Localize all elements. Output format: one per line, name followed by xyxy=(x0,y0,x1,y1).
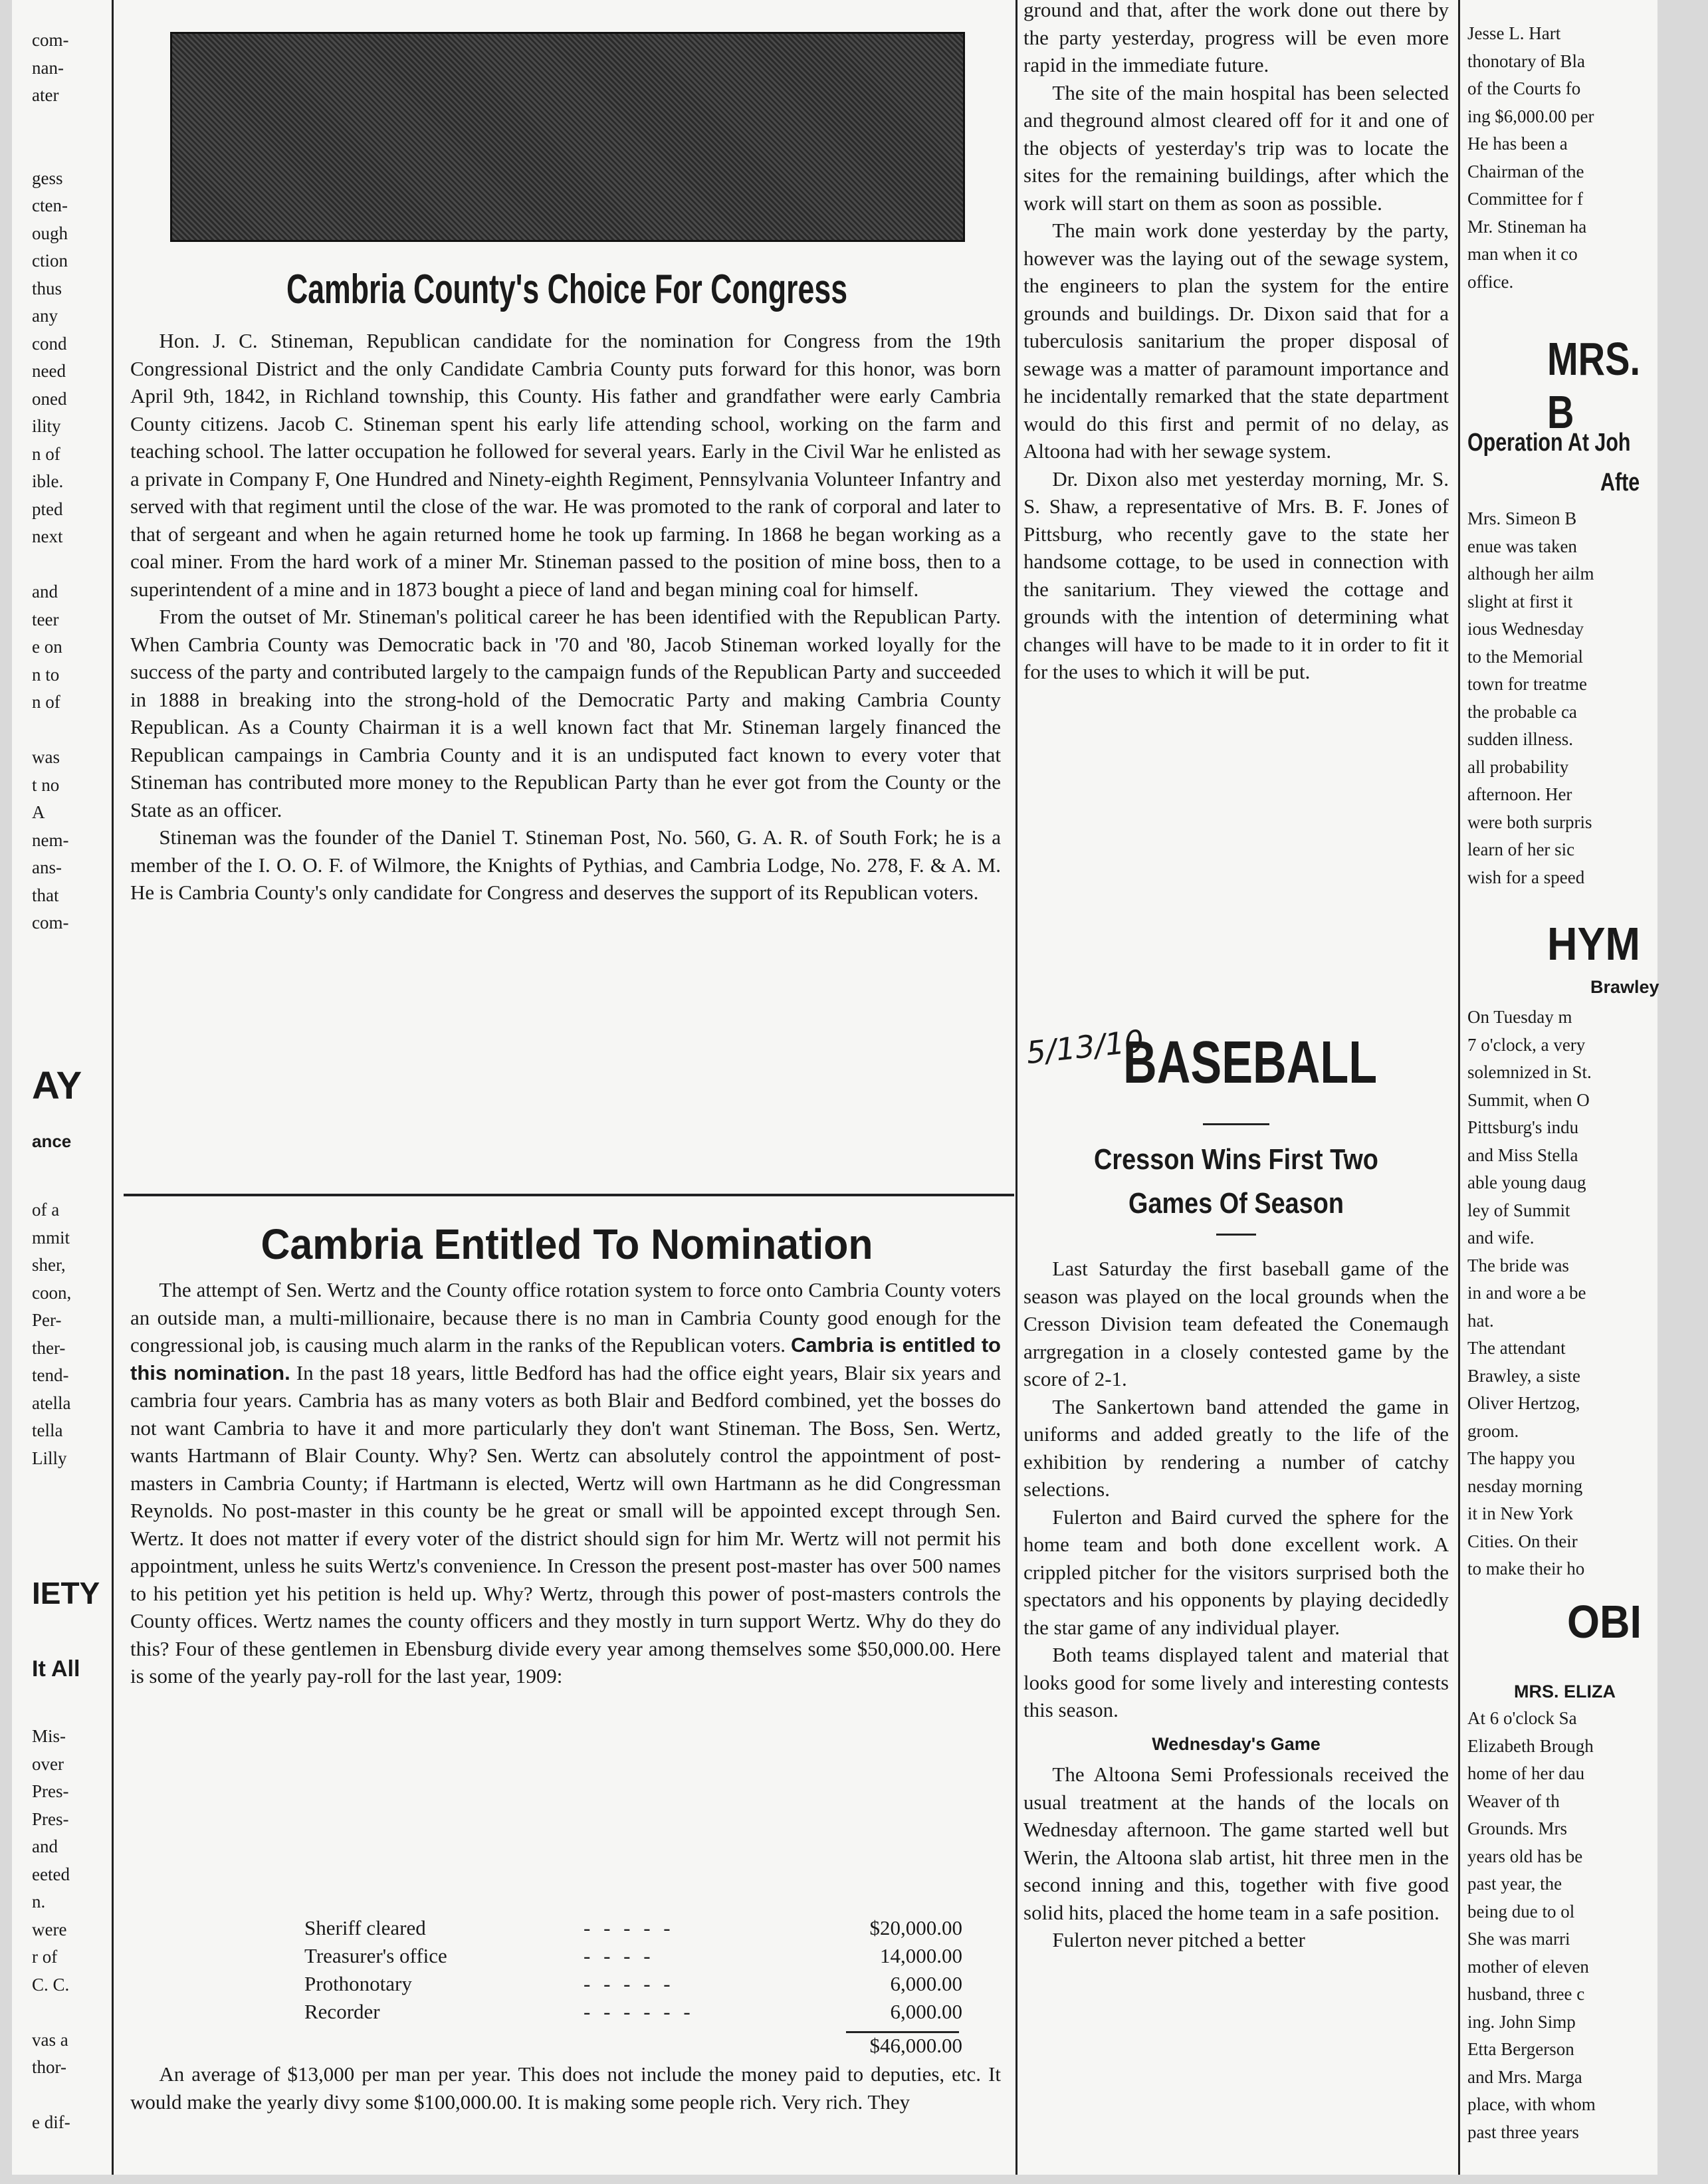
right-sub-mrs-eliza: MRS. ELIZA xyxy=(1514,1682,1616,1701)
right-column-line: man when it co xyxy=(1467,244,1578,264)
left-edge-line: cten- xyxy=(32,195,68,215)
article2-title: Cambria Entitled To Nomination xyxy=(261,1220,873,1268)
article1-paragraph: Stineman was the founder of the Daniel T. Stineman Post, No. 560, G. A. R. of South Fork; he is a member of the I. O. O. F. of Wilmore, the Knights of Pythias, and Cambria Lodge, No. 278, F. & A. M. He is Cambria County's only candidate for Congress and deserves the support of its Republican voters. xyxy=(130,825,1001,904)
left-edge-line: ther- xyxy=(32,1337,66,1358)
left-edge-line xyxy=(32,1999,70,2026)
payroll-leader-dots: - - - - xyxy=(584,1944,655,1967)
left-edge-line: e dif- xyxy=(32,2112,70,2132)
right-column-line: place, with whom xyxy=(1467,2094,1596,2114)
right-column-line: to the Memorial xyxy=(1467,646,1583,667)
article1-body xyxy=(130,327,1001,907)
left-edge-line: tend- xyxy=(32,1365,69,1385)
left-edge-line: atella xyxy=(32,1392,71,1413)
right-column-line: Mr. Stineman ha xyxy=(1467,216,1587,237)
payroll-label: Recorder xyxy=(304,2000,380,2023)
right-column-line: The happy you xyxy=(1467,1448,1575,1468)
payroll-sum-rule xyxy=(846,2031,959,2033)
left-edge-line: that xyxy=(32,885,59,905)
right-column-line: The bride was xyxy=(1467,1255,1569,1275)
payroll-leader-dots: - - - - - xyxy=(584,1916,675,1939)
right-column-line: sudden illness. xyxy=(1467,729,1573,749)
left-edge-line: com- xyxy=(32,30,69,50)
right-column-line: solemnized in St. xyxy=(1467,1062,1592,1082)
right-heading-operation: Operation At Joh xyxy=(1467,429,1631,457)
right-column-line: On Tuesday m xyxy=(1467,1007,1572,1027)
right-column-line: 7 o'clock, a very xyxy=(1467,1034,1586,1055)
right-lines-a xyxy=(1467,20,1594,296)
baseball-sub-rule xyxy=(1216,1234,1256,1236)
right-column-line: thonotary of Bla xyxy=(1467,51,1585,71)
left-edge-line: ough xyxy=(32,223,68,243)
right-column-line: wish for a speed xyxy=(1467,867,1585,887)
right-column-line: of the Courts fo xyxy=(1467,78,1581,98)
right-column-line: Mrs. Simeon B xyxy=(1467,508,1577,528)
payroll-row xyxy=(304,1970,962,1998)
right-column-line: ley of Summit xyxy=(1467,1200,1570,1220)
left-edge-line: Pres- xyxy=(32,1808,69,1829)
left-edge-line: oned xyxy=(32,388,67,409)
right-column-line: past year, the xyxy=(1467,1874,1562,1894)
left-edge-line: mmit xyxy=(32,1227,70,1248)
column-rule-middle xyxy=(1015,0,1017,2175)
right-column-line: Chairman of the xyxy=(1467,161,1584,181)
right-column-line: home of her dau xyxy=(1467,1763,1585,1783)
payroll-leader-dots: - - - - - - xyxy=(584,2000,694,2023)
left-edge-line: Lilly xyxy=(32,1448,67,1468)
middle-paragraph: Dr. Dixon also met yesterday morning, Mr. S. S. Shaw, a representative of Mrs. B. F. Jones of Pittsburg, who recently gave to the state her handsome cottage, to be used in connection with the sanitarium. They viewed the cottage and grounds with the intention of determining what changes will have to be made to it in order to fit it for the uses to which it will be put. xyxy=(1023,467,1449,683)
article2-body xyxy=(130,1276,1001,1690)
payroll-label: Prothonotary xyxy=(304,1972,412,1995)
left-edge-line: next xyxy=(32,526,63,546)
middle-paragraph: The main work done yesterday by the party, however was the laying out of the sewage system, the engineers to plan the system for the entire grounds and buildings. Dr. Dixon said that for a tuberculosis sanitarium the proper disposal of sewage was a matter of paramount importance and he incidentally remarked that the state department would do this first and permit of no delay, as Altoona had with her sewage system. xyxy=(1023,219,1449,463)
left-edge-lines-c xyxy=(32,1723,70,2137)
right-column-line: Grounds. Mrs xyxy=(1467,1818,1568,1838)
right-column-line: learn of her sic xyxy=(1467,839,1575,859)
baseball-paragraph: Last Saturday the first baseball game of the season was played on the local grounds when the Cresson Division team defeated the Conemaugh arrgregation in a closely contested game by the score of 2-1. xyxy=(1023,1257,1449,1390)
right-column-line: past three years xyxy=(1467,2122,1579,2142)
left-edge-line: n of xyxy=(32,443,60,464)
left-edge-line: Pres- xyxy=(32,1781,69,1801)
payroll-amount: 6,000.00 xyxy=(890,1972,962,1995)
left-edge-line: ans- xyxy=(32,857,62,877)
article2-bold-statement: Cambria is entitled to this nomination. xyxy=(130,1333,1001,1384)
right-column-line: Weaver of th xyxy=(1467,1791,1560,1811)
left-edge-line: r of xyxy=(32,1947,58,1967)
right-column-line: to make their ho xyxy=(1467,1559,1585,1579)
payroll-leader-dots: - - - - - xyxy=(584,1972,675,1995)
left-edge-line: ible. xyxy=(32,471,64,491)
payroll-amount: 6,000.00 xyxy=(890,2000,962,2023)
left-edge-line: teer xyxy=(32,609,59,629)
left-edge-line: any xyxy=(32,306,58,326)
left-edge-line: and xyxy=(32,582,58,601)
left-edge-line xyxy=(32,551,106,579)
left-edge-line: C. C. xyxy=(32,1974,70,1995)
baseball-subtitle: Cresson Wins First Two Games Of Season xyxy=(1094,1143,1378,1220)
column-rule-right xyxy=(1458,0,1460,2175)
left-edge-line: Mis- xyxy=(32,1726,66,1746)
right-heading-mrs: MRS. B xyxy=(1547,333,1640,438)
right-column-line: afternoon. Her xyxy=(1467,784,1572,804)
right-column-line: The attendant xyxy=(1467,1338,1566,1358)
baseball-title: BASEBALL xyxy=(1123,1030,1378,1096)
article2-closing-text: An average of $13,000 per man per year. This does not include the money paid to deputies, etc. It would make the yearly divy some $100,000.00. It is making some people rich. Very rich. They xyxy=(130,2062,1001,2114)
left-edge-line: ility xyxy=(32,416,61,436)
right-column-line: were both surpris xyxy=(1467,812,1592,832)
right-column-line: Summit, when O xyxy=(1467,1089,1590,1110)
newspaper-clipping xyxy=(12,0,1657,2175)
left-edge-line: and xyxy=(32,1836,58,1856)
left-edge-line: Per- xyxy=(32,1310,62,1330)
left-edge-line: eeted xyxy=(32,1864,70,1884)
left-edge-line: need xyxy=(32,361,66,381)
right-heading-hym: HYM xyxy=(1547,918,1641,970)
middle-paragraph: The site of the main hospital has been selected and theground almost cleared off for it and one of the objects of yesterday's trip was to locate the sites for the remaining buildings, after which the work will start on them as soon as possible. xyxy=(1023,80,1449,215)
right-column-line: At 6 o'clock Sa xyxy=(1467,1708,1577,1728)
article1-paragraph: From the outset of Mr. Stineman's political career he has been identified with the Republican Party. When Cambria County was Democratic back in '70 and '80, Jacob Stineman worked loyally for the success of the party and contributed largely to the campaign funds of the Republican Party and succeeded in 1888 in breaking into the strong-hold of the Democratic Party and making Cambria County Republican. As a County Chairman it is a well known fact that Mr. Stineman largely financed the Republican campaings in Cambria County and it is an undisputed fact known to every voter that Stineman has contributed more money to the Republican Party than he ever got from the County or the State as an officer. xyxy=(130,605,1001,821)
right-column xyxy=(1467,0,1667,2175)
right-sub-brawley: Brawley xyxy=(1590,977,1659,997)
right-column-line: slight at first it xyxy=(1467,591,1573,611)
article2-text-after: In the past 18 years, little Bedford has had the office eight years, Blair six years and cambria four years. Cambria has as many voters as both Blair and Bedford combined, yet the bosses do not want Cambria to have it and more particularly they don't want Stineman. The Boss, Sen. Wertz, wants Hartmann of Blair County. Why? Sen. Wertz can absolutely control the appointment of post-masters in Cambria County; if Hartmann is elected, Wertz will own Hartmann as he did Congressman Reynolds. No post-master in this county be he great or small will be appointed except through Sen. Wertz. It does not matter if every voter of the district should sign for him Mr. Wertz will not permit his appointment, unless he suits Wertz's convenience. In Cresson the present post-master has over 500 names to his petition yet his petition is held up. Why? Wertz, through this power of post-masters controls the County offices. Wertz names the county officers and they mostly in turn support Wertz. Why do they do this? Four of these gentlemen in Ebensburg divide every year among themselves some $50,000.00. Here is some of the yearly pay-roll for the last year, 1909: xyxy=(130,1361,1001,1688)
left-edge-line: A xyxy=(32,802,45,822)
right-column-line: town for treatme xyxy=(1467,674,1587,694)
right-column-line: although her ailm xyxy=(1467,564,1594,584)
left-edge-line: ater xyxy=(32,85,59,105)
right-column-line: hat. xyxy=(1467,1310,1494,1331)
article2-closing xyxy=(130,2060,1001,2116)
article1-paragraph: Hon. J. C. Stineman, Republican candidate for the nomination for Congress from the 19th Congressional District and the only Candidate Cambria County puts forward for this honor, was born April 9th, 1842, in Richland township, this County. His father and grandfather were early Cambria County citizens. Jacob C. Stineman spent his early life attending school, working on the farm and teaching school. The latter occupation he followed for several years. Early in the Civil War he enlisted as a private in Company F, One Hundred and Ninety-eighth Regiment, Pennsylvania Volunteer Infantry and served with that regiment until the close of the war. He was promoted to the rank of corporal and later to that of sergeant and when he again returned home he took up farming. In 1868 he began working as a coal miner. From the hard work of a miner Mr. Stineman passed to the position of mine boss, then to a superintendent of a mine and in 1873 bought a piece of land and began mining coal for himself. xyxy=(130,329,1001,601)
payroll-row xyxy=(304,1914,962,1942)
middle-continued-paragraph: ground and that, after the work done out there by the party yesterday, progress will be even more rapid in the immediate future. xyxy=(1023,0,1449,76)
left-edge-sub-it-all: It All xyxy=(32,1656,80,1682)
left-edge-lines-a xyxy=(32,27,106,937)
right-lines-c xyxy=(1467,1004,1592,1583)
left-edge-line: vas a xyxy=(32,2029,68,2050)
right-lines-b xyxy=(1467,505,1594,891)
article1-title: Cambria County's Choice For Congress xyxy=(286,267,848,312)
right-column-line: the probable ca xyxy=(1467,701,1577,722)
left-edge-line: n. xyxy=(32,1892,46,1911)
middle-body xyxy=(1023,0,1449,686)
wednesday-game-heading: Wednesday's Game xyxy=(1152,1733,1321,1754)
left-edge-line: tella xyxy=(32,1420,63,1440)
left-edge-line xyxy=(32,2082,70,2110)
left-edge-line xyxy=(32,716,106,744)
right-column-line: enue was taken xyxy=(1467,536,1577,556)
right-column-line: Brawley, a siste xyxy=(1467,1365,1580,1386)
payroll-label: Sheriff cleared xyxy=(304,1916,426,1939)
payroll-table xyxy=(304,1914,962,2047)
right-column-line: Jesse L. Hart xyxy=(1467,23,1561,43)
right-column-line: in and wore a be xyxy=(1467,1283,1586,1303)
left-edge-line: thor- xyxy=(32,2057,66,2077)
right-column-line: nesday morning xyxy=(1467,1475,1583,1496)
left-edge-sub-ance: ance xyxy=(32,1131,72,1151)
left-edge-line: sher, xyxy=(32,1255,66,1275)
right-column-line: He has been a xyxy=(1467,134,1568,154)
right-column-line: Elizabeth Brough xyxy=(1467,1735,1594,1756)
main-column xyxy=(118,0,1015,2175)
middle-last-line: Fulerton never pitched a better xyxy=(1052,1928,1305,1951)
left-edge-line: was xyxy=(32,747,60,767)
right-column-line: mother of eleven xyxy=(1467,1956,1589,1977)
baseball-paragraph: The Sankertown band attended the game in uniforms and added greatly to the life of the exhibition by rendering a number of catchy selections. xyxy=(1023,1394,1449,1501)
right-column-line: it in New York xyxy=(1467,1503,1574,1523)
right-column-line: and wife. xyxy=(1467,1228,1535,1248)
baseball-paragraph: Both teams displayed talent and material that looks good for some lively and interesting contests this season. xyxy=(1023,1643,1449,1721)
left-edge-line: were xyxy=(32,1919,67,1939)
right-column-line: and Miss Stella xyxy=(1467,1145,1578,1165)
left-edge-line: n of xyxy=(32,692,60,712)
left-edge-heading-ay: AY xyxy=(32,1064,82,1107)
right-column-line: and Mrs. Marga xyxy=(1467,2066,1582,2087)
left-edge-line: nan- xyxy=(32,57,64,78)
right-column-line: Pittsburg's indu xyxy=(1467,1117,1579,1137)
handwritten-date: 5/13/10 xyxy=(1024,1022,1146,1071)
right-column-line: years old has be xyxy=(1467,1846,1583,1866)
payroll-amount: 14,000.00 xyxy=(880,1944,962,1967)
right-column-line: office. xyxy=(1467,271,1514,292)
payroll-total: $46,000.00 xyxy=(869,2034,962,2057)
right-column-line: husband, three c xyxy=(1467,1984,1585,2004)
left-edge-line: cond xyxy=(32,333,67,354)
left-edge-line: t no xyxy=(32,774,60,795)
wednesday-paragraph: The Altoona Semi Professionals received the usual treatment at the hands of the locals on Wednesday afternoon. The game started well but Werin, the Altoona slab artist, hit three men in the second inning and this, together with five good solid hits, placed the home team in a safe position. xyxy=(1023,1763,1449,1924)
left-edge-line: pted xyxy=(32,498,63,519)
right-heading-obi: OBI xyxy=(1567,1596,1642,1648)
right-column-line: Oliver Hertzog, xyxy=(1467,1393,1580,1413)
left-edge-line: nem- xyxy=(32,829,69,850)
left-edge-line: over xyxy=(32,1753,64,1774)
middle-column xyxy=(1023,0,1454,2175)
left-edge-line xyxy=(32,137,106,165)
left-edge-lines-b xyxy=(32,1196,71,1472)
right-column-line: all probability xyxy=(1467,756,1569,777)
left-edge-line: com- xyxy=(32,913,69,932)
right-column-line: ing $6,000.00 per xyxy=(1467,106,1594,126)
column-rule-left xyxy=(112,0,114,2175)
right-column-line: being due to ol xyxy=(1467,1901,1575,1921)
payroll-row xyxy=(304,1942,962,1970)
baseball-body xyxy=(1023,1255,1449,1954)
left-edge-line: of a xyxy=(32,1200,60,1220)
payroll-row xyxy=(304,1998,962,2026)
right-column-line: She was marri xyxy=(1467,1929,1570,1949)
right-column-line: Committee for f xyxy=(1467,189,1583,209)
article2-text-before: The attempt of Sen. Wertz and the County office rotation system to force onto Cambria County voters an outside man, a multi-millionaire, because there is no man in Cambria County good enough for the congressional job, is causing much alarm in the ranks of the Republican voters. xyxy=(130,1278,1001,1357)
left-edge-column xyxy=(32,27,106,2132)
newspaper-photo xyxy=(170,32,965,242)
payroll-label: Treasurer's office xyxy=(304,1944,447,1967)
right-heading-after: Afte xyxy=(1600,469,1640,496)
right-column-line: ing. John Simp xyxy=(1467,2011,1576,2032)
right-column-line: Cities. On their xyxy=(1467,1531,1578,1551)
baseball-paragraph: Fulerton and Baird curved the sphere for the home team and both done excellent work. A crippled pitcher for the visitors surprised both the spectators and his opponents by playing decidedly the star game of any individual player. xyxy=(1023,1505,1449,1639)
right-column-line: able young daug xyxy=(1467,1172,1586,1192)
right-column-line: Etta Bergerson xyxy=(1467,2039,1574,2059)
right-column-line: ious Wednesday xyxy=(1467,619,1584,639)
right-column-line: groom. xyxy=(1467,1420,1519,1441)
baseball-rule xyxy=(1203,1123,1269,1125)
left-edge-line: n to xyxy=(32,664,60,685)
left-edge-line: coon, xyxy=(32,1282,72,1303)
left-edge-line: e on xyxy=(32,637,62,657)
left-edge-line xyxy=(32,110,106,138)
payroll-amount: $20,000.00 xyxy=(869,1916,962,1939)
left-edge-line: thus xyxy=(32,278,62,298)
left-edge-line: ction xyxy=(32,251,68,271)
left-edge-line: gess xyxy=(32,167,63,188)
right-lines-d xyxy=(1467,1705,1596,2146)
article-divider xyxy=(124,1194,1014,1196)
left-edge-heading-iety: IETY xyxy=(32,1576,100,1610)
